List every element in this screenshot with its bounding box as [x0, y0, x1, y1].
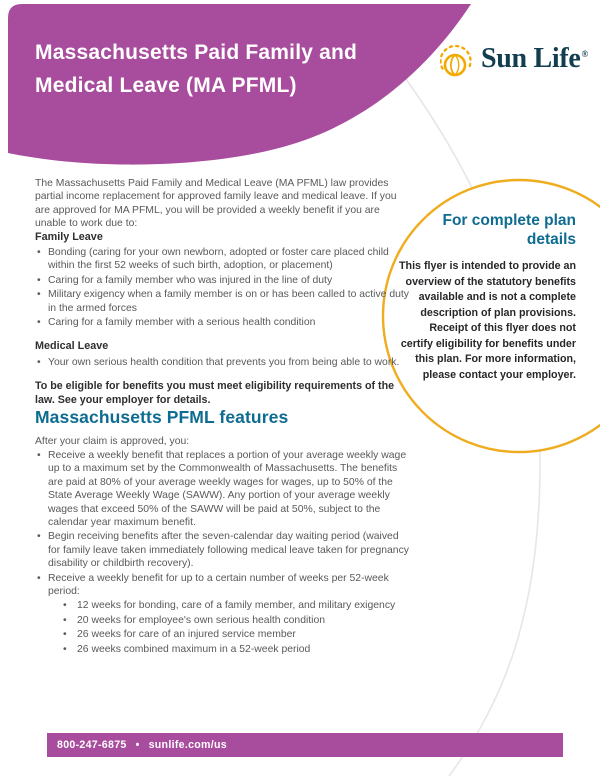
features-section — [35, 407, 409, 656]
features-heading: Massachusetts PFML features — [35, 407, 289, 428]
plan-details-callout — [396, 212, 576, 383]
footer-bar — [47, 733, 563, 757]
list-item: • Receive a weekly benefit for up to a certain number of weeks per 52-week period: — [35, 572, 409, 599]
footer-separator: • — [135, 739, 140, 751]
list-item: • 26 weeks for care of an injured service member — [59, 628, 409, 641]
list-item: • Caring for a family member with a serious health condition — [35, 316, 409, 329]
list-item: • 12 weeks for bonding, care of a family member, and military exigency — [59, 599, 409, 612]
sun-globe-icon — [440, 38, 474, 87]
list-item: • Your own serious health condition that prevents you from being able to work. — [35, 356, 409, 369]
list-item: • Receive a weekly benefit that replaces a portion of your average weekly wage up to a maximum set by the Commonwealth of Massachusetts. The benefits are paid at 80% of your average weekly wages for wages, up to 50% of the State Average Weekly Wage (SAWW). Any portion of your average weekly wages that exceed 50% of the SAWW will be paid at 50%, subject to the calendar year maximum benefit. — [35, 449, 409, 529]
footer-phone: 800-247-6875 — [57, 739, 127, 751]
list-item: • Military exigency when a family member is on or has been called to active duty in the armed forces — [35, 288, 409, 315]
intro-paragraph: The Massachusetts Paid Family and Medical Leave (MA PFML) law provides partial income replacement for approved family leave and medical leave. If you are approved for MA PFML, you will be provided a weekly benefit if you are unable to work due to: — [35, 178, 397, 230]
list-item: • 26 weeks combined maximum in a 52-week period — [59, 643, 409, 656]
page-title: Massachusetts Paid Family and Medical Leave (MA PFML) — [35, 41, 358, 97]
family-leave-heading: Family Leave — [35, 230, 103, 243]
medical-leave-heading: Medical Leave — [35, 340, 109, 353]
main-content — [35, 177, 409, 657]
list-item: • 20 weeks for employee's own serious health condition — [59, 614, 409, 627]
eligibility-note: To be eligible for benefits you must meet eligibility requirements of the law. See your employer for details. — [35, 380, 395, 406]
registered-mark: ® — [581, 48, 588, 59]
brand-wordmark: Sun Life® — [481, 43, 588, 74]
sunlife-logo — [440, 38, 588, 87]
family-leave-list — [35, 246, 409, 329]
list-item: • Begin receiving benefits after the seven-calendar day waiting period (waived for family leave taken immediately following medical leave taken for pregnancy disability or childbirth recovery). — [35, 530, 409, 570]
list-item: • Bonding (caring for your own newborn, adopted or foster care placed child within the first 52 weeks of such birth, adoption, or placement) — [35, 246, 409, 273]
features-sub-list — [59, 599, 409, 656]
callout-body: This flyer is intended to provide an overview of the statutory benefits available and is not a complete description of plan provisions. Receipt of this flyer does not certify eligibility for benefits under this plan. For more information, please contact your employer. — [399, 260, 576, 381]
features-list — [35, 449, 409, 598]
list-item: • Caring for a family member who was injured in the line of duty — [35, 274, 409, 287]
features-intro: After your claim is approved, you: — [35, 436, 190, 448]
medical-leave-list — [35, 356, 409, 369]
callout-heading: For complete plan details — [442, 212, 576, 248]
footer-url[interactable]: sunlife.com/us — [148, 739, 227, 751]
